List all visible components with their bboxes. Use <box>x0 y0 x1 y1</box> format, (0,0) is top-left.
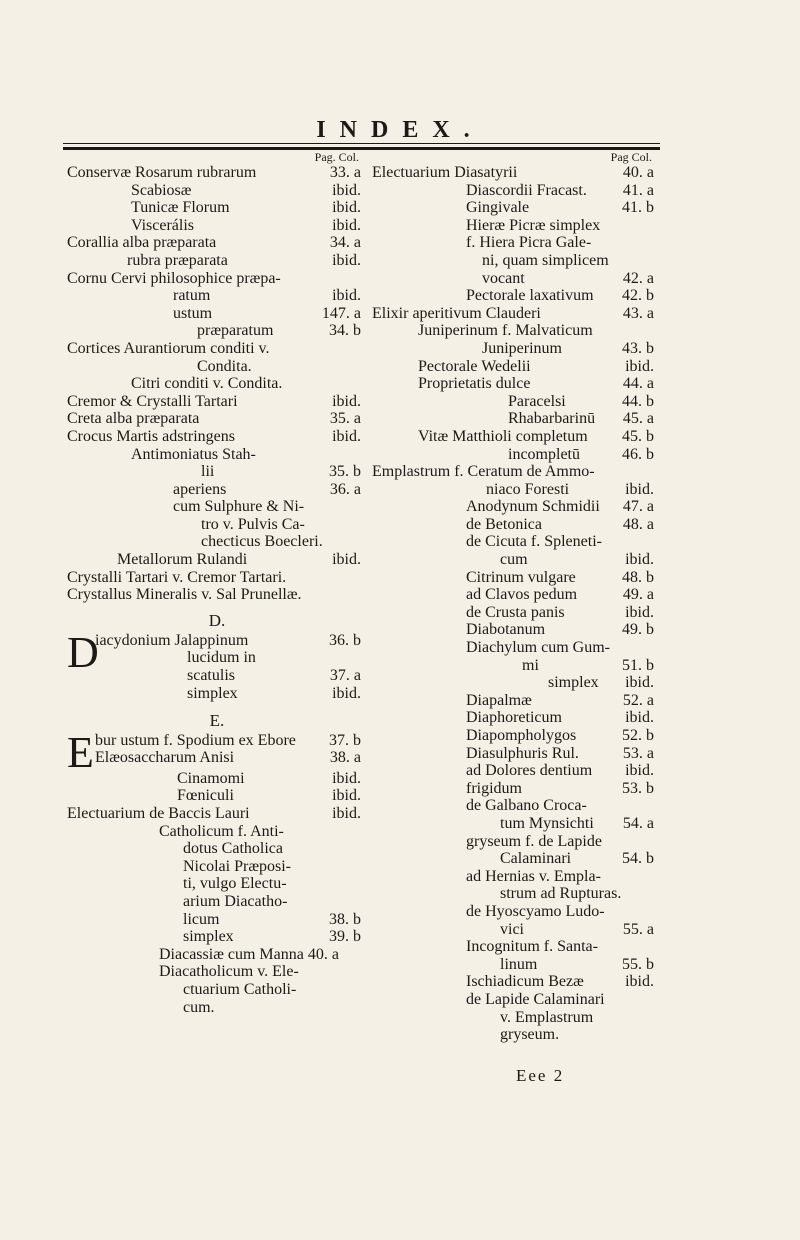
entry-text: Cornu Cervi philosophice præpa- <box>67 269 281 287</box>
index-entry <box>372 604 660 622</box>
entry-text: Viscerális <box>131 216 195 234</box>
index-entry <box>372 780 660 798</box>
entry-text: Citri conditi v. Condita. <box>131 375 283 393</box>
section-e-block <box>67 727 367 777</box>
entry-text: f. Hiera Picra Gale- <box>466 234 592 252</box>
index-entry <box>67 823 367 841</box>
index-entry <box>372 1009 660 1027</box>
index-entry <box>372 199 660 217</box>
index-entry <box>372 305 660 323</box>
entry-text: ctuarium Catholi- <box>183 980 297 998</box>
entry-page-ref: 38. a <box>329 749 361 767</box>
index-entry <box>67 946 367 964</box>
index-entry <box>372 481 660 499</box>
entry-page-ref: ibid. <box>625 357 654 375</box>
index-entry <box>372 234 660 252</box>
entry-page-ref: ibid. <box>332 805 361 823</box>
entry-page-ref: ibid. <box>332 181 361 199</box>
entry-text: Diasulphuris Rul. <box>466 744 579 762</box>
entry-text: Calaminari <box>500 850 572 868</box>
entry-text: Condita. <box>197 357 252 375</box>
index-entry <box>67 481 367 499</box>
entry-text: Diacassiæ cum Manna 40. a <box>159 945 339 963</box>
index-entry <box>372 762 660 780</box>
index-entry <box>372 903 660 921</box>
right-column <box>372 150 660 1044</box>
index-entry <box>372 709 660 727</box>
index-entry <box>372 217 660 235</box>
entry-text: Diapalmæ <box>466 691 532 709</box>
index-entry <box>372 815 660 833</box>
entry-text: præparatum <box>197 322 274 340</box>
entry-text: Corallia alba præparata <box>67 234 217 252</box>
entry-page-ref: 46. b <box>622 445 654 463</box>
entry-page-ref: 55. b <box>622 955 654 973</box>
entry-page-ref: ibid. <box>332 251 361 269</box>
index-entry <box>67 551 367 569</box>
index-entry <box>67 981 367 999</box>
entry-text: frigidum <box>466 779 522 797</box>
entry-text: Diascordii Fracast. <box>466 181 587 199</box>
entry-text: Hieræ Picræ simplex <box>466 216 601 234</box>
entry-text: simplex <box>183 928 234 946</box>
index-entry <box>67 428 367 446</box>
entry-text: cum Sulphure & Ni- <box>173 498 305 516</box>
entry-page-ref: ibid. <box>332 787 361 805</box>
index-entry <box>67 533 367 551</box>
index-entry <box>372 410 660 428</box>
entry-page-ref: ibid. <box>625 551 654 569</box>
index-entry <box>67 217 367 235</box>
entry-text: lucidum in <box>187 649 256 667</box>
entry-page-ref: 35. b <box>329 463 361 481</box>
entry-text: dotus Catholica <box>183 840 283 858</box>
entry-page-ref: 54. b <box>622 850 654 868</box>
entry-text: Cremor & Crystalli Tartari <box>67 392 238 410</box>
entry-text: Diapompholygos <box>466 727 577 744</box>
entry-page-ref: ibid. <box>332 216 361 234</box>
entry-page-ref: ibid. <box>625 709 654 727</box>
entry-page-ref: 48. b <box>622 568 654 586</box>
entry-page-ref: ibid. <box>332 684 361 702</box>
index-entry <box>372 657 660 675</box>
entry-text: Metallorum Rulandi <box>117 551 248 569</box>
index-entry <box>372 885 660 903</box>
entry-text: Diachylum cum Gum- <box>466 639 610 657</box>
index-entry <box>372 287 660 305</box>
entry-page-ref: 51. b <box>622 656 654 674</box>
entry-text: ad Hernias v. Empla- <box>466 867 601 885</box>
index-entry <box>372 358 660 376</box>
index-entry <box>372 938 660 956</box>
entry-text: Elixir aperitivum Clauderi <box>372 304 541 322</box>
entry-text: Diacatholicum v. Ele- <box>159 963 299 981</box>
index-entry <box>67 858 367 876</box>
index-entry <box>67 787 367 805</box>
index-entry <box>67 963 367 981</box>
entry-page-ref: ibid. <box>332 769 361 787</box>
entry-text: niaco Foresti <box>486 480 570 498</box>
right-entries <box>372 164 660 1044</box>
entry-page-ref: ibid. <box>625 674 654 692</box>
entry-text: Juniperinum <box>482 339 562 357</box>
index-entry <box>67 358 367 376</box>
index-entry <box>67 770 367 788</box>
index-entry <box>372 252 660 270</box>
index-entry <box>67 164 367 182</box>
entry-text: simplex <box>187 684 238 702</box>
entry-text: Tunicæ Florum <box>131 199 230 217</box>
index-entry <box>372 674 660 692</box>
entry-text: ustum <box>173 304 213 322</box>
index-entry <box>372 1026 660 1044</box>
section-letter-d: D. <box>208 610 226 630</box>
entry-text: v. Emplastrum <box>500 1008 594 1026</box>
index-entry <box>372 639 660 657</box>
right-column-head: Pag Col. <box>610 150 652 164</box>
entry-page-ref: 47. a <box>622 498 654 516</box>
entry-text: Antimoniatus Stah- <box>131 445 256 463</box>
index-entry <box>372 551 660 569</box>
signature-mark: Eee 2 <box>516 1066 565 1085</box>
left-entries-continued <box>67 770 367 1016</box>
index-entry <box>372 973 660 991</box>
entry-text: Pectorale Wedelii <box>418 357 531 375</box>
entry-text: Cortices Aurantiorum conditi v. <box>67 339 270 357</box>
entry-page-ref: 36. a <box>329 480 361 498</box>
entry-text: de Crusta panis <box>466 603 565 621</box>
index-entry <box>67 182 367 200</box>
index-entry <box>372 446 660 464</box>
index-entry <box>372 727 660 745</box>
entry-text: Cinamomi <box>177 769 245 787</box>
section-d-block <box>67 627 367 704</box>
entry-page-ref: ibid. <box>625 762 654 780</box>
left-column-head: Pag. Col. <box>314 150 359 164</box>
entry-page-ref: ibid. <box>332 427 361 445</box>
entry-text: Crystalli Tartari v. Cremor Tartari. <box>67 568 287 586</box>
entry-text: Rhabarbarinū <box>508 410 596 428</box>
entry-page-ref: 41. b <box>622 199 654 217</box>
entry-text: vocant <box>482 269 525 287</box>
entry-page-ref: 55. a <box>622 920 654 938</box>
entry-text: cum <box>500 551 528 569</box>
index-entry <box>67 586 367 604</box>
index-entry <box>372 182 660 200</box>
index-entry <box>372 692 660 710</box>
entry-page-ref: 53. b <box>622 779 654 797</box>
entry-text: Juniperinum f. Malvaticum <box>418 322 593 340</box>
entry-page-ref: 33. a <box>329 164 361 181</box>
index-entry <box>372 833 660 851</box>
index-entry <box>67 516 367 534</box>
entry-page-ref: 43. b <box>622 339 654 357</box>
index-entry <box>372 991 660 1009</box>
entry-text: de Cicuta f. Spleneti- <box>466 533 602 551</box>
index-entry <box>67 322 367 340</box>
drop-cap-d: D <box>67 627 99 677</box>
entry-page-ref: 37. b <box>329 731 361 749</box>
entry-page-ref: 34. b <box>329 322 361 340</box>
index-entry <box>67 875 367 893</box>
entry-text: de Betonica <box>466 515 542 533</box>
index-entry <box>67 410 367 428</box>
entry-page-ref: 40. a <box>622 164 654 181</box>
entry-text: Nicolai Præposi- <box>183 857 291 875</box>
left-entries <box>67 164 367 604</box>
entry-text: ti, vulgo Electu- <box>183 875 287 893</box>
entry-page-ref: ibid. <box>625 973 654 991</box>
entry-text: Proprietatis dulce <box>418 375 531 393</box>
entry-page-ref: ibid. <box>625 480 654 498</box>
entry-text: arium Diacatho- <box>183 893 288 910</box>
index-entry <box>67 340 367 358</box>
index-entry <box>67 270 367 288</box>
entry-page-ref: 45. b <box>622 427 654 445</box>
index-entry <box>67 999 367 1017</box>
entry-page-ref: 147. a <box>321 304 361 322</box>
entry-text: incompletū <box>508 445 580 463</box>
index-entry <box>67 446 367 464</box>
entry-text: Electuarium de Baccis Lauri <box>67 805 250 823</box>
index-entry <box>372 745 660 763</box>
entry-text: Diaphoreticum <box>466 709 562 727</box>
entry-page-ref: ibid. <box>332 199 361 217</box>
index-entry <box>67 252 367 270</box>
entry-page-ref: 52. b <box>622 727 654 744</box>
index-entry <box>372 533 660 551</box>
entry-text: rubra præparata <box>127 251 228 269</box>
entry-text: Emplastrum f. Ceratum de Ammo- <box>372 463 595 481</box>
entry-text: iacydonium Jalappinum <box>95 631 249 649</box>
entry-text: lii <box>201 463 215 481</box>
index-entry <box>67 287 367 305</box>
index-entry <box>67 375 367 393</box>
entry-page-ref: 42. a <box>622 269 654 287</box>
index-entry <box>67 569 367 587</box>
entry-page-ref: 43. a <box>622 304 654 322</box>
entry-text: Fœniculi <box>177 787 234 805</box>
entry-text: aperiens <box>173 480 227 498</box>
entry-page-ref: 44. a <box>622 375 654 393</box>
entry-page-ref: 45. a <box>622 410 654 428</box>
entry-page-ref: 38. b <box>329 910 361 928</box>
entry-text: Creta alba præparata <box>67 410 200 428</box>
entry-text: ad Clavos pedum <box>466 586 578 604</box>
header-rule-thin <box>63 143 660 144</box>
entry-text: ad Dolores dentium <box>466 762 593 780</box>
entry-text: scatulis <box>187 667 235 685</box>
entry-page-ref: 36. b <box>329 631 361 649</box>
entry-page-ref: 35. a <box>329 410 361 428</box>
entry-page-ref: 48. a <box>622 515 654 533</box>
entry-text: tro v. Pulvis Ca- <box>201 515 305 533</box>
entry-page-ref: 39. b <box>329 928 361 946</box>
index-entry <box>372 340 660 358</box>
index-entry <box>372 428 660 446</box>
entry-text: Diabotanum <box>466 621 546 639</box>
index-entry <box>67 805 367 823</box>
entry-text: Scabiosæ <box>131 181 192 199</box>
entry-text: Incognitum f. Santa- <box>466 938 598 956</box>
entry-text: Paracelsi <box>508 392 566 410</box>
entry-text: Elæosaccharum Anisi <box>95 749 235 767</box>
index-entry <box>372 621 660 639</box>
index-entry <box>372 868 660 886</box>
left-column <box>67 150 367 1016</box>
entry-text: de Lapide Calaminari <box>466 990 605 1008</box>
entry-text: Ischiadicum Bezæ <box>466 973 584 991</box>
entry-text: ratum <box>173 287 211 305</box>
entry-text: Pectorale laxativum <box>466 287 594 305</box>
entry-text: ni, quam simplicem <box>482 251 609 269</box>
entry-text: gryseum. <box>500 1026 560 1044</box>
entry-page-ref: 52. a <box>622 691 654 709</box>
entry-page-ref: 54. a <box>622 814 654 832</box>
entry-page-ref: ibid. <box>332 551 361 569</box>
entry-text: strum ad Rupturas. <box>500 885 622 903</box>
index-entry <box>372 956 660 974</box>
index-entry <box>372 164 660 182</box>
entry-text: Catholicum f. Anti- <box>159 822 284 840</box>
entry-page-ref: 44. b <box>622 392 654 410</box>
index-entry <box>67 393 367 411</box>
index-entry <box>372 850 660 868</box>
entry-text: Crocus Martis adstringens <box>67 427 235 445</box>
entry-page-ref: ibid. <box>332 392 361 410</box>
entry-page-ref: ibid. <box>625 603 654 621</box>
index-entry <box>372 498 660 516</box>
index-entry <box>372 393 660 411</box>
entry-text: cum. <box>183 998 215 1016</box>
index-entry <box>372 516 660 534</box>
entry-text: gryseum f. de Lapide <box>466 832 602 850</box>
entry-text: Crystallus Mineralis v. Sal Prunellæ. <box>67 586 302 604</box>
entry-text: linum <box>500 955 538 973</box>
index-entry <box>67 498 367 516</box>
section-letter-e: E. <box>209 710 225 730</box>
index-entry <box>67 911 367 929</box>
index-entry <box>372 270 660 288</box>
index-entry <box>67 463 367 481</box>
drop-cap-e: E <box>67 727 94 777</box>
index-entry <box>372 463 660 481</box>
index-entry <box>67 928 367 946</box>
index-entry <box>372 586 660 604</box>
entry-text: Citrinum vulgare <box>466 568 576 586</box>
page-title: INDEX. <box>316 117 484 143</box>
entry-page-ref: 49. b <box>622 621 654 639</box>
entry-text: checticus Boecleri. <box>201 533 323 551</box>
entry-text: de Galbano Croca- <box>466 797 587 815</box>
entry-text: simplex <box>548 674 599 692</box>
index-entry <box>67 199 367 217</box>
entry-text: mi <box>522 656 539 674</box>
entry-text: tum Mynsichti <box>500 814 594 832</box>
entry-page-ref: 49. a <box>622 586 654 604</box>
entry-page-ref: 34. a <box>329 234 361 252</box>
index-entry <box>67 893 367 911</box>
entry-page-ref: ibid. <box>332 287 361 305</box>
entry-text: de Hyoscyamo Ludo- <box>466 902 605 920</box>
entry-text: Anodynum Schmidii <box>466 498 600 516</box>
entry-text: licum <box>183 910 220 928</box>
entry-text: Electuarium Diasatyrii <box>372 164 518 181</box>
index-entry <box>372 797 660 815</box>
index-entry <box>372 322 660 340</box>
index-entry <box>67 305 367 323</box>
index-entry <box>372 375 660 393</box>
entry-page-ref: 37. a <box>329 667 361 685</box>
index-entry <box>67 840 367 858</box>
entry-page-ref: 42. b <box>622 287 654 305</box>
entry-text: bur ustum f. Spodium ex Ebore <box>95 731 296 749</box>
index-entry <box>372 921 660 939</box>
index-entry <box>372 569 660 587</box>
entry-page-ref: 41. a <box>622 181 654 199</box>
entry-page-ref: 53. a <box>622 744 654 762</box>
entry-text: Vitæ Matthioli completum <box>418 427 588 445</box>
entry-text: Conservæ Rosarum rubrarum <box>67 164 257 181</box>
index-entry <box>67 234 367 252</box>
entry-text: vici <box>500 920 524 938</box>
entry-text: Gingivale <box>466 199 530 217</box>
